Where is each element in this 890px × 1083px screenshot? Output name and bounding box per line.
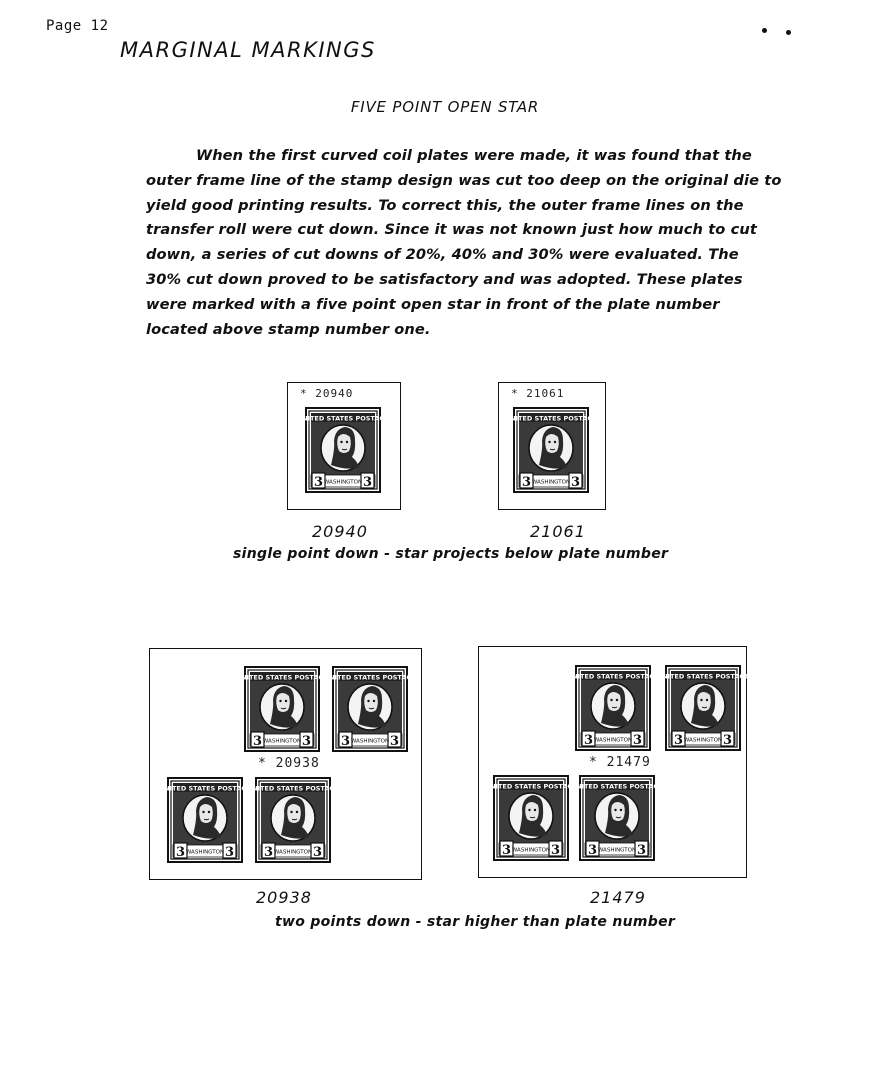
svg-text:3: 3 bbox=[587, 843, 598, 858]
svg-text:3: 3 bbox=[673, 733, 684, 748]
body-line: 30% cut down proved to be satisfactory and was adopted. These plates bbox=[146, 270, 743, 288]
svg-text:3: 3 bbox=[340, 734, 351, 749]
stamp bbox=[246, 777, 340, 863]
svg-text:3: 3 bbox=[252, 734, 263, 749]
svg-text:WASHINGTON: WASHINGTON bbox=[511, 847, 551, 854]
plate-number-mark: * 21061 bbox=[511, 387, 565, 400]
svg-text:WASHINGTON: WASHINGTON bbox=[683, 737, 723, 744]
washington-stamp-image bbox=[323, 666, 417, 752]
body-line: located above stamp number one. bbox=[146, 320, 431, 338]
stamp bbox=[158, 777, 252, 863]
svg-text:3: 3 bbox=[301, 734, 312, 749]
body-line: were marked with a five point open star in front of the plate number bbox=[146, 295, 720, 313]
plate-number-mark: * 20940 bbox=[300, 387, 354, 400]
margin-dot bbox=[786, 30, 791, 35]
plate-block-20938 bbox=[149, 648, 422, 880]
stamp bbox=[566, 665, 660, 751]
body-line: When the first curved coil plates were made, it was found that the bbox=[196, 147, 752, 164]
svg-text:UNITED STATES POSTAGE: UNITED STATES POSTAGE bbox=[484, 782, 578, 791]
svg-text:3: 3 bbox=[636, 843, 647, 858]
body-paragraph bbox=[146, 144, 782, 342]
plate-number-mark: * 21479 bbox=[589, 755, 651, 770]
plate-block-21061 bbox=[498, 382, 606, 510]
svg-text:WASHINGTON: WASHINGTON bbox=[185, 849, 225, 856]
svg-text:3: 3 bbox=[312, 845, 323, 860]
stamp bbox=[323, 666, 417, 752]
svg-text:3: 3 bbox=[313, 475, 324, 490]
svg-text:3: 3 bbox=[632, 733, 643, 748]
plate-number-mark: * 20938 bbox=[258, 756, 320, 771]
svg-text:3: 3 bbox=[570, 475, 581, 490]
svg-text:UNITED STATES POSTAGE: UNITED STATES POSTAGE bbox=[504, 414, 598, 423]
washington-stamp-image bbox=[570, 775, 664, 861]
svg-text:WASHINGTON: WASHINGTON bbox=[531, 479, 571, 486]
page-subtitle: FIVE POINT OPEN STAR bbox=[350, 98, 540, 116]
plate-number-caption: 20940 bbox=[312, 522, 368, 541]
plate-block-21479 bbox=[478, 646, 750, 878]
stamp bbox=[235, 666, 329, 752]
washington-stamp-image bbox=[296, 407, 390, 493]
stamp bbox=[296, 407, 390, 493]
svg-text:UNITED STATES POSTAGE: UNITED STATES POSTAGE bbox=[656, 672, 750, 681]
svg-text:3: 3 bbox=[550, 843, 561, 858]
washington-stamp-image bbox=[484, 775, 578, 861]
svg-text:WASHINGTON: WASHINGTON bbox=[593, 737, 633, 744]
body-line: transfer roll were cut down. Since it was not known just how much to cut bbox=[146, 221, 757, 239]
body-line: yield good printing results. To correct this, the outer frame lines on the bbox=[146, 196, 744, 214]
svg-text:UNITED STATES POSTAGE: UNITED STATES POSTAGE bbox=[566, 672, 660, 681]
plate-number-caption: 21479 bbox=[590, 888, 646, 907]
svg-text:3: 3 bbox=[583, 733, 594, 748]
svg-text:3: 3 bbox=[263, 845, 274, 860]
caption-single-point: single point down - star projects below plate number bbox=[233, 546, 669, 562]
plate-number-caption: 21061 bbox=[530, 522, 586, 541]
washington-stamp-image bbox=[566, 665, 660, 751]
washington-stamp-image bbox=[235, 666, 329, 752]
plate-block-20940 bbox=[287, 382, 401, 510]
body-line: down, a series of cut downs of 20%, 40% and 30% were evaluated. The bbox=[146, 246, 739, 264]
svg-text:WASHINGTON: WASHINGTON bbox=[323, 479, 363, 486]
washington-stamp-image bbox=[158, 777, 252, 863]
body-line: outer frame line of the stamp design was cut too deep on the original die to bbox=[146, 171, 782, 189]
svg-text:UNITED STATES POSTAGE: UNITED STATES POSTAGE bbox=[235, 673, 329, 682]
washington-stamp-image bbox=[656, 665, 750, 751]
stamp bbox=[504, 407, 598, 493]
svg-text:3: 3 bbox=[722, 733, 733, 748]
svg-text:UNITED STATES POSTAGE: UNITED STATES POSTAGE bbox=[158, 784, 252, 793]
svg-text:3: 3 bbox=[521, 475, 532, 490]
svg-text:WASHINGTON: WASHINGTON bbox=[350, 738, 390, 745]
page-number: Page 12 bbox=[46, 18, 109, 34]
svg-text:3: 3 bbox=[389, 734, 400, 749]
svg-text:3: 3 bbox=[501, 843, 512, 858]
svg-text:UNITED STATES POSTAGE: UNITED STATES POSTAGE bbox=[323, 673, 417, 682]
svg-text:UNITED STATES POSTAGE: UNITED STATES POSTAGE bbox=[296, 414, 390, 423]
svg-text:3: 3 bbox=[362, 475, 373, 490]
caption-two-points: two points down - star higher than plate number bbox=[275, 914, 676, 930]
svg-text:WASHINGTON: WASHINGTON bbox=[273, 849, 313, 856]
svg-text:3: 3 bbox=[175, 845, 186, 860]
margin-dot bbox=[762, 28, 767, 33]
washington-stamp-image bbox=[246, 777, 340, 863]
svg-text:WASHINGTON: WASHINGTON bbox=[262, 738, 302, 745]
svg-text:UNITED STATES POSTAGE: UNITED STATES POSTAGE bbox=[570, 782, 664, 791]
plate-number-caption: 20938 bbox=[256, 888, 312, 907]
svg-text:WASHINGTON: WASHINGTON bbox=[597, 847, 637, 854]
section-title: MARGINAL MARKINGS bbox=[120, 38, 376, 62]
svg-text:3: 3 bbox=[224, 845, 235, 860]
stamp bbox=[656, 665, 750, 751]
svg-text:UNITED STATES POSTAGE: UNITED STATES POSTAGE bbox=[246, 784, 340, 793]
stamp bbox=[570, 775, 664, 861]
stamp bbox=[484, 775, 578, 861]
washington-stamp-image bbox=[504, 407, 598, 493]
